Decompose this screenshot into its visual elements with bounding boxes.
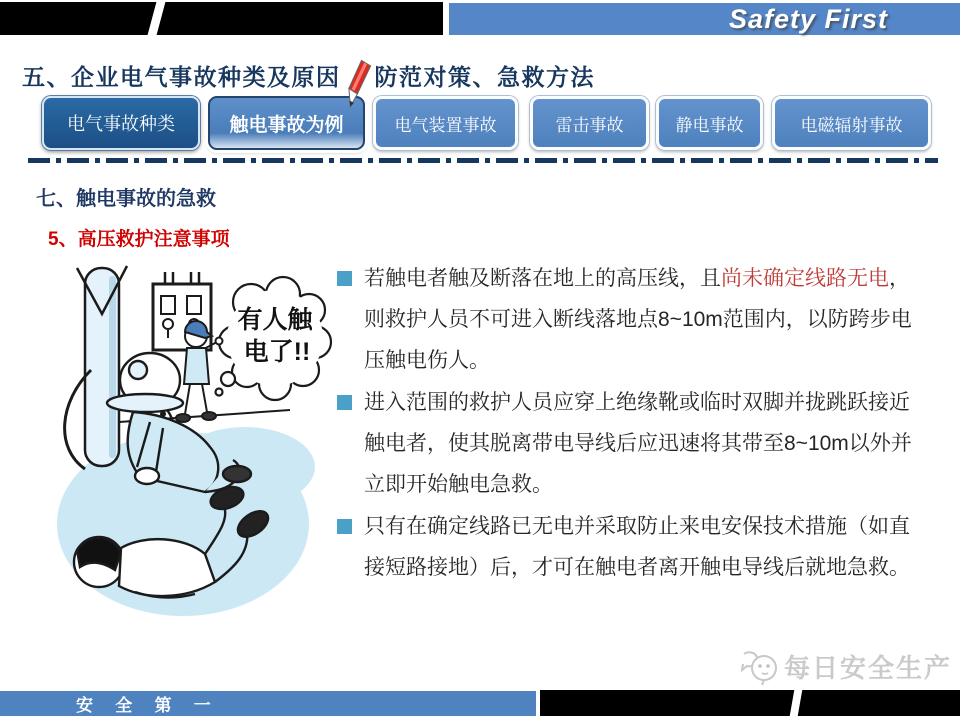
tab-label: 电气事故种类 <box>67 114 175 134</box>
footer-blue-bar <box>0 691 536 716</box>
list-item <box>337 506 937 588</box>
bullet-list <box>337 258 937 589</box>
page-title-part2: 防范对策、急救方法 <box>374 63 595 90</box>
rescue-cartoon-illustration <box>55 262 333 620</box>
tab-electrical-accident-types[interactable] <box>42 96 200 150</box>
tab-electric-shock-example[interactable] <box>208 96 365 150</box>
square-bullet-icon <box>337 519 352 534</box>
bullet-text: 进入范围的救护人员应穿上绝缘靴或临时双脚并拢跳跃接近触电者，使其脱离带电导线后应迅速将其带至8~10m以外并立即开始触电急救。 <box>364 391 912 496</box>
brand-text: Safety First <box>728 3 888 34</box>
tab-electrical-equipment-accident[interactable] <box>373 96 518 150</box>
footer-slogan: 安 全 第 一 <box>76 696 220 715</box>
section-subheading: 5、高压救护注意事项 <box>48 229 230 250</box>
square-bullet-icon <box>337 271 352 286</box>
watermark-text: 每日安全生产 <box>783 652 952 683</box>
bullet-text: 若触电者触及断落在地上的高压线，且尚未确定线路无电，则救护人员不可进入断线落地点8~10m范围内，以防跨步电压触电伤人。 <box>364 267 912 372</box>
header-black-bar <box>0 2 443 35</box>
tab-static-accident[interactable] <box>656 96 763 150</box>
chick-chat-logo-icon <box>738 646 780 686</box>
dashed-divider <box>28 158 938 163</box>
tab-label: 触电事故为例 <box>229 114 344 136</box>
tab-label: 静电事故 <box>675 115 744 135</box>
section-heading: 七、触电事故的急救 <box>36 188 216 210</box>
tab-label: 电磁辐射事故 <box>800 115 903 135</box>
square-bullet-icon <box>337 395 352 410</box>
list-item <box>337 382 937 505</box>
speech-bubble-line2: 电了!! <box>243 338 311 366</box>
red-pen-icon <box>344 58 372 116</box>
list-item <box>337 258 937 381</box>
header-slant-divider <box>148 2 166 35</box>
page-title-part1: 五、企业电气事故种类及原因 <box>22 63 341 90</box>
tab-electromagnetic-radiation-accident[interactable] <box>772 96 931 150</box>
tab-label: 雷击事故 <box>555 115 624 135</box>
tab-label: 电气装置事故 <box>394 115 497 135</box>
watermark <box>738 646 952 686</box>
footer-slant-divider <box>790 690 803 716</box>
bullet-text: 只有在确定线路已无电并采取防止来电安保技术措施（如直接短路接地）后，才可在触电者离开触电导线后就地急救。 <box>364 515 910 579</box>
speech-bubble-line1: 有人触 <box>237 306 313 334</box>
footer-black-bar <box>540 690 960 716</box>
tab-lightning-accident[interactable] <box>530 96 649 150</box>
header-blue-bar <box>449 3 960 35</box>
